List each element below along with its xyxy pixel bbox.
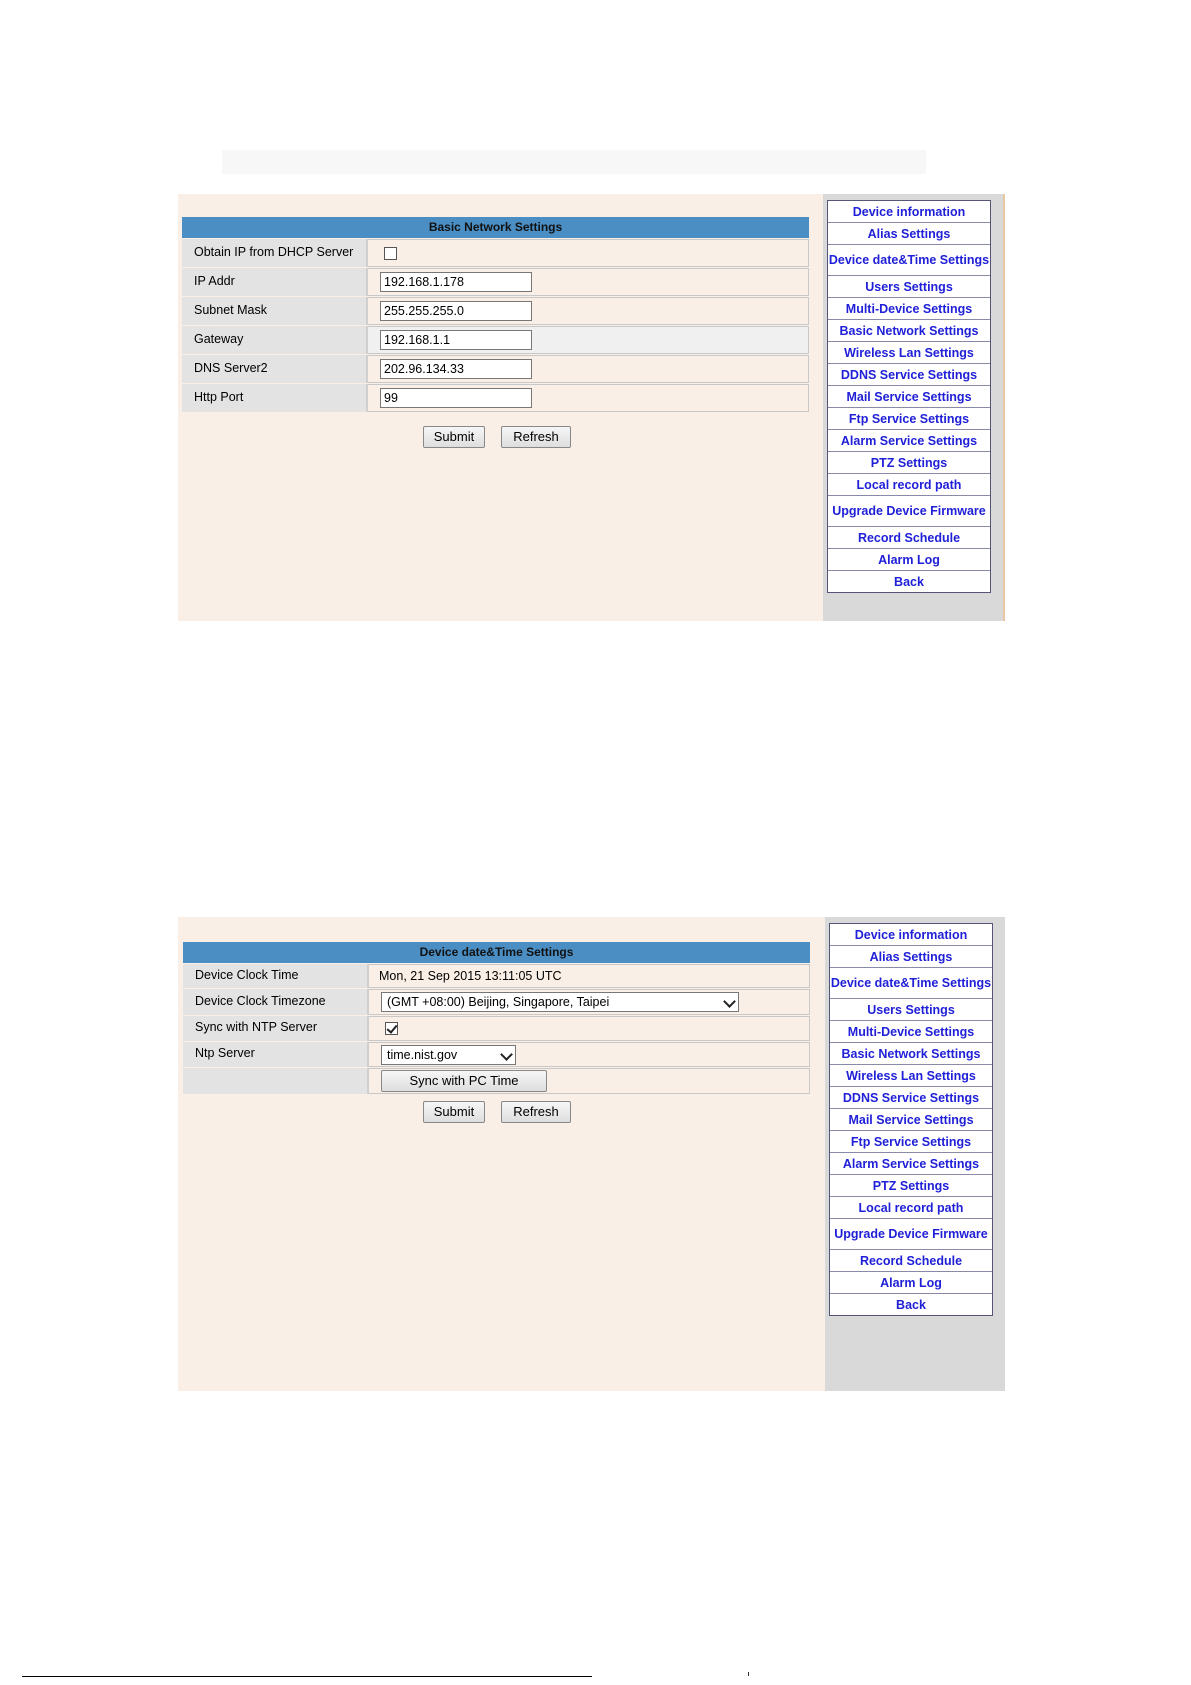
footer-divider xyxy=(22,1676,592,1677)
menu-alarm-log[interactable]: Alarm Log xyxy=(828,549,990,571)
sidebar xyxy=(823,194,1005,621)
field-label: Gateway xyxy=(182,326,368,354)
chevron-down-icon xyxy=(500,1048,513,1061)
menu-ddns-service-settings[interactable]: DDNS Service Settings xyxy=(830,1087,992,1109)
menu-alarm-service-settings[interactable]: Alarm Service Settings xyxy=(830,1153,992,1175)
form-row xyxy=(182,297,809,325)
submit-button[interactable]: Submit xyxy=(423,1101,485,1123)
chevron-down-icon xyxy=(723,995,736,1008)
form-header: Device date&Time Settings xyxy=(183,942,810,963)
field-label: Obtain IP from DHCP Server xyxy=(182,239,368,267)
field-label: IP Addr xyxy=(182,268,368,296)
field-label: Ntp Server xyxy=(183,1042,369,1067)
sidebar-menu xyxy=(829,923,993,1316)
menu-upgrade-device-firmware[interactable]: Upgrade Device Firmware xyxy=(828,496,990,527)
network-settings-form xyxy=(182,217,809,412)
form-row xyxy=(183,1016,810,1041)
ntp-server-select[interactable] xyxy=(381,1045,516,1065)
menu-device-datetime-settings[interactable]: Device date&Time Settings xyxy=(828,245,990,276)
form-row xyxy=(182,239,809,267)
ip-addr-input[interactable]: 192.168.1.178 xyxy=(380,272,532,292)
menu-alias-settings[interactable]: Alias Settings xyxy=(828,223,990,245)
menu-alias-settings[interactable]: Alias Settings xyxy=(830,946,992,968)
menu-upgrade-device-firmware[interactable]: Upgrade Device Firmware xyxy=(830,1219,992,1250)
menu-multi-device-settings[interactable]: Multi-Device Settings xyxy=(828,298,990,320)
empty-label xyxy=(183,1068,369,1094)
menu-ftp-service-settings[interactable]: Ftp Service Settings xyxy=(828,408,990,430)
menu-basic-network-settings[interactable]: Basic Network Settings xyxy=(830,1043,992,1065)
menu-record-schedule[interactable]: Record Schedule xyxy=(830,1250,992,1272)
menu-users-settings[interactable]: Users Settings xyxy=(828,276,990,298)
dhcp-checkbox[interactable] xyxy=(384,247,397,260)
sidebar-menu xyxy=(827,200,991,593)
form-row xyxy=(182,268,809,296)
menu-mail-service-settings[interactable]: Mail Service Settings xyxy=(828,386,990,408)
form-row xyxy=(183,989,810,1015)
field-label: Device Clock Timezone xyxy=(183,989,369,1015)
datetime-settings-form xyxy=(183,942,810,1094)
menu-back[interactable]: Back xyxy=(896,1297,926,1312)
field-label: Http Port xyxy=(182,384,368,412)
ntp-server-value: time.nist.gov xyxy=(387,1047,458,1062)
menu-back[interactable]: Back xyxy=(894,574,924,589)
timezone-select[interactable] xyxy=(381,992,739,1012)
menu-mail-service-settings[interactable]: Mail Service Settings xyxy=(830,1109,992,1131)
menu-device-datetime-settings[interactable]: Device date&Time Settings xyxy=(830,968,992,999)
menu-ftp-service-settings[interactable]: Ftp Service Settings xyxy=(830,1131,992,1153)
menu-ddns-service-settings[interactable]: DDNS Service Settings xyxy=(828,364,990,386)
footer-mark xyxy=(748,1672,749,1676)
form-row xyxy=(182,384,809,412)
field-label: Sync with NTP Server xyxy=(183,1016,369,1041)
form-header: Basic Network Settings xyxy=(182,217,809,238)
menu-device-information[interactable]: Device information xyxy=(828,201,990,223)
network-settings-panel xyxy=(178,194,1005,621)
menu-record-schedule[interactable]: Record Schedule xyxy=(828,527,990,549)
ntp-sync-checkbox[interactable] xyxy=(385,1022,398,1035)
refresh-button[interactable]: Refresh xyxy=(501,426,571,448)
field-label: Subnet Mask xyxy=(182,297,368,325)
http-port-input[interactable]: 99 xyxy=(380,388,532,408)
menu-users-settings[interactable]: Users Settings xyxy=(830,999,992,1021)
datetime-settings-panel xyxy=(178,917,1005,1391)
field-label: Device Clock Time xyxy=(183,964,369,988)
sidebar xyxy=(825,917,1005,1391)
menu-wireless-lan-settings[interactable]: Wireless Lan Settings xyxy=(828,342,990,364)
form-row xyxy=(182,355,809,383)
form-row xyxy=(183,1042,810,1067)
submit-button[interactable]: Submit xyxy=(423,426,485,448)
sync-pc-time-button[interactable]: Sync with PC Time xyxy=(381,1070,547,1092)
clock-value: Mon, 21 Sep 2015 13:11:05 UTC xyxy=(369,964,810,988)
field-label: DNS Server2 xyxy=(182,355,368,383)
menu-ptz-settings[interactable]: PTZ Settings xyxy=(830,1175,992,1197)
menu-alarm-service-settings[interactable]: Alarm Service Settings xyxy=(828,430,990,452)
form-row xyxy=(183,964,810,988)
timezone-value: (GMT +08:00) Beijing, Singapore, Taipei xyxy=(387,995,610,1009)
subnet-mask-input[interactable]: 255.255.255.0 xyxy=(380,301,532,321)
menu-alarm-log[interactable]: Alarm Log xyxy=(830,1272,992,1294)
gateway-input[interactable]: 192.168.1.1 xyxy=(380,330,532,350)
dns-server2-input[interactable]: 202.96.134.33 xyxy=(380,359,532,379)
menu-ptz-settings[interactable]: PTZ Settings xyxy=(828,452,990,474)
refresh-button[interactable]: Refresh xyxy=(501,1101,571,1123)
menu-wireless-lan-settings[interactable]: Wireless Lan Settings xyxy=(830,1065,992,1087)
top-banner xyxy=(222,150,926,174)
menu-local-record-path[interactable]: Local record path xyxy=(830,1197,992,1219)
menu-local-record-path[interactable]: Local record path xyxy=(828,474,990,496)
menu-basic-network-settings[interactable]: Basic Network Settings xyxy=(828,320,990,342)
menu-device-information[interactable]: Device information xyxy=(830,924,992,946)
form-row xyxy=(183,1068,810,1094)
menu-multi-device-settings[interactable]: Multi-Device Settings xyxy=(830,1021,992,1043)
form-row xyxy=(182,326,809,354)
